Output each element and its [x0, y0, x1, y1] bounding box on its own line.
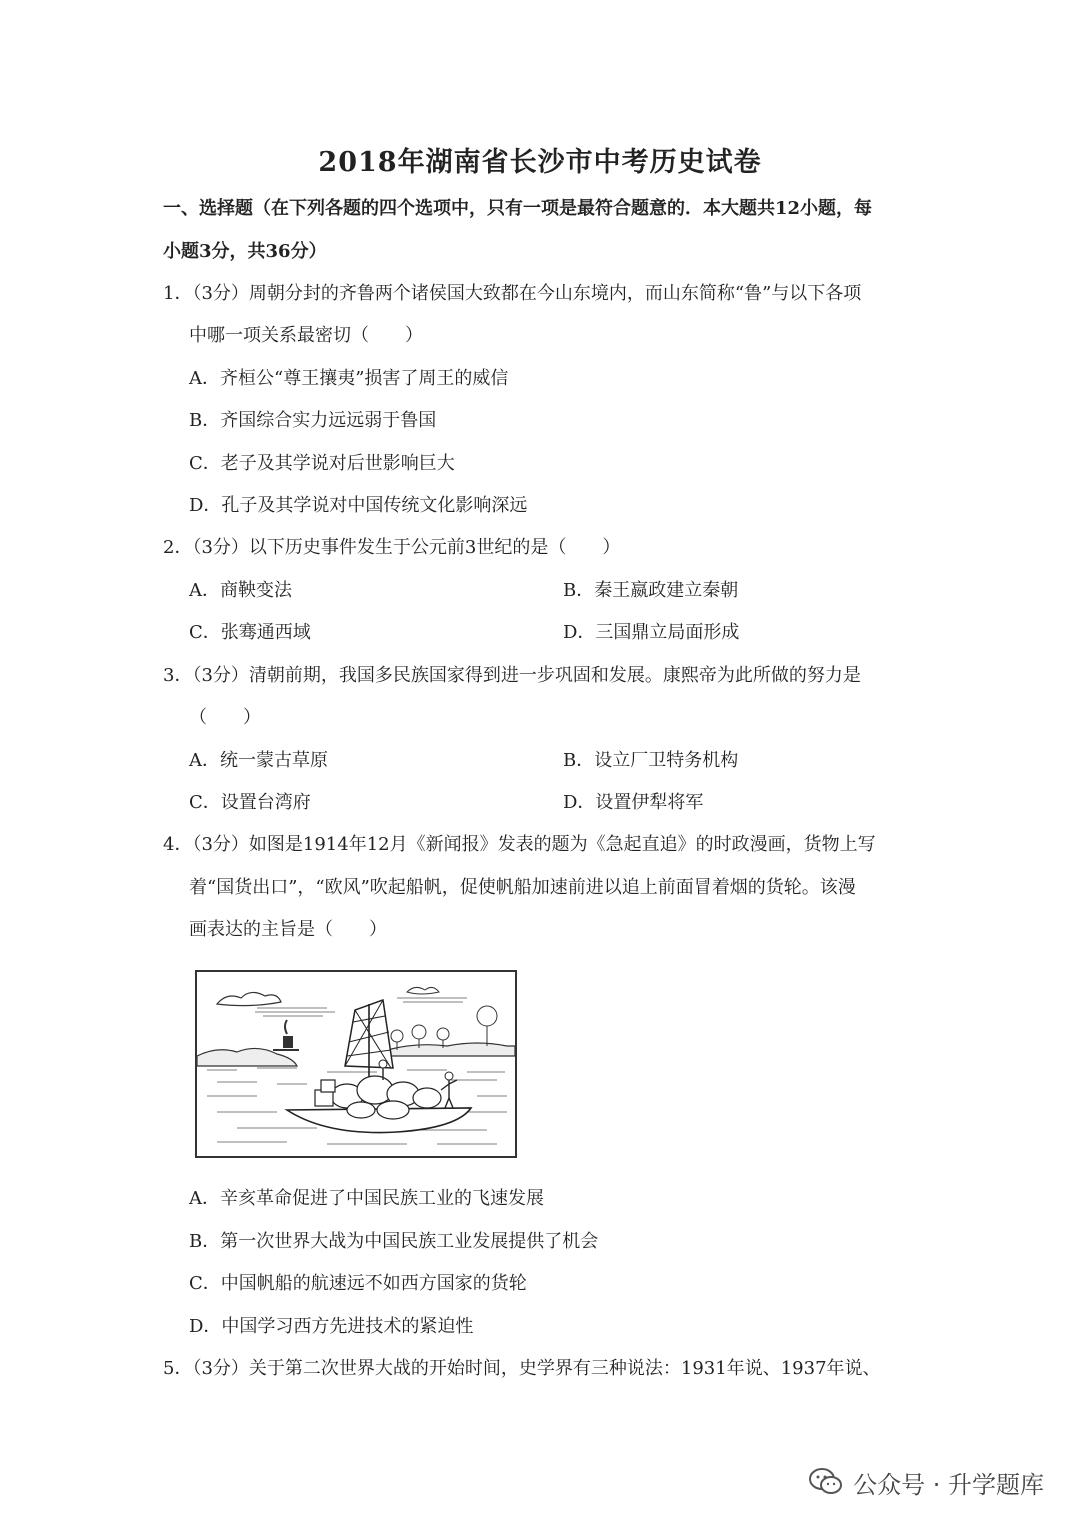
question-4-option-a: A．辛亥革命促进了中国民族工业的飞速发展	[189, 1188, 544, 1209]
question-3-option-b: B．设立厂卫特务机构	[563, 750, 739, 771]
question-1-stem: 1．（3分）周朝分封的齐鲁两个诸侯国大致都在今山东境内，而山东简称“鲁”与以下各项	[163, 283, 862, 304]
question-2-option-d: D．三国鼎立局面形成	[563, 622, 740, 643]
page-title: 2018年湖南省长沙市中考历史试卷	[318, 147, 762, 178]
question-4-stem-cont-2: 画表达的主旨是（ ）	[189, 919, 387, 940]
question-2-option-c: C．张骞通西域	[189, 622, 311, 643]
question-2-stem: 2．（3分）以下历史事件发生于公元前3世纪的是（ ）	[163, 537, 621, 558]
question-1-option-d: D．孔子及其学说对中国传统文化影响深远	[189, 495, 528, 516]
question-4-stem-cont: 着“国货出口”，“欧风”吹起船帆，促使帆船加速前进以追上前面冒着烟的货轮。该漫	[189, 877, 856, 898]
question-3-stem: 3．（3分）清朝前期，我国多民族国家得到进一步巩固和发展。康熙帝为此所做的努力是	[163, 665, 861, 686]
question-4-option-c: C．中国帆船的航速远不如西方国家的货轮	[189, 1273, 527, 1294]
question-2-option-a: A．商鞅变法	[189, 580, 292, 601]
question-1-option-c: C．老子及其学说对后世影响巨大	[189, 453, 455, 474]
question-4-option-b: B．第一次世界大战为中国民族工业发展提供了机会	[189, 1231, 599, 1252]
wechat-icon	[809, 1468, 843, 1496]
question-5-stem: 5．（3分）关于第二次世界大战的开始时间，史学界有三种说法：1931年说、1937年说、	[163, 1358, 881, 1379]
sailboat-cartoon-drawing	[197, 972, 515, 1156]
question-2-option-b: B．秦王嬴政建立秦朝	[563, 580, 739, 601]
question-1-stem-cont: 中哪一项关系最密切（ ）	[189, 325, 423, 346]
question-3-option-c: C．设置台湾府	[189, 792, 311, 813]
watermark	[809, 1462, 1044, 1502]
question-4-stem: 4．（3分）如图是1914年12月《新闻报》发表的题为《急起直追》的时政漫画，货物上写	[163, 834, 876, 855]
section-heading-cont: 小题3分，共36分）	[163, 241, 327, 262]
watermark-text: 公众号 · 升学题库	[853, 1470, 1044, 1499]
question-4-option-d: D．中国学习西方先进技术的紧迫性	[189, 1316, 474, 1337]
question-3-option-a: A．统一蒙古草原	[189, 750, 328, 771]
question-1-option-b: B．齐国综合实力远远弱于鲁国	[189, 410, 437, 431]
question-3-stem-cont: （ ）	[189, 707, 261, 728]
cartoon-illustration	[195, 970, 517, 1158]
question-1-option-a: A．齐桓公“尊王攘夷”损害了周王的威信	[189, 368, 509, 389]
question-3-option-d: D．设置伊犁将军	[563, 792, 704, 813]
section-heading: 一、选择题（在下列各题的四个选项中，只有一项是最符合题意的．本大题共12小题，每	[163, 198, 873, 219]
